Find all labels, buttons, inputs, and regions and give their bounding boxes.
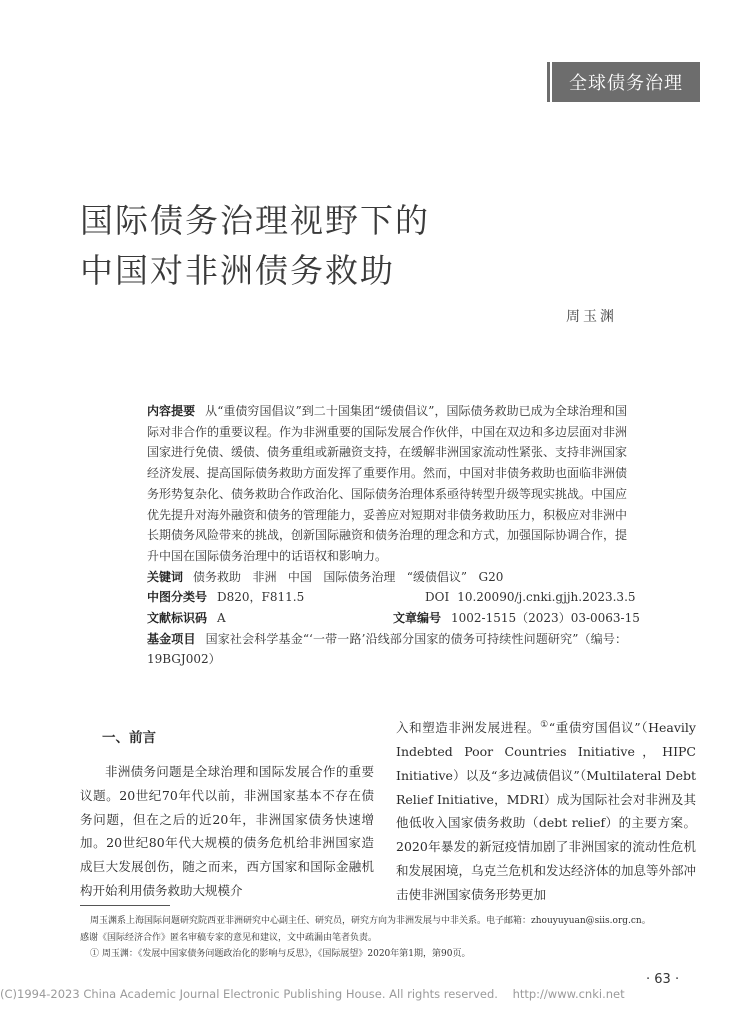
document-code-row [147, 608, 640, 629]
clc-value: D820，F811.5 [217, 590, 305, 605]
title-line-1: 国际债务治理视野下的 [80, 201, 430, 240]
title-line-2: 中国对非洲债务救助 [80, 251, 395, 290]
keywords-row [147, 567, 627, 588]
clc-label: 中图分类号 [147, 590, 208, 605]
footnote-divider [80, 905, 170, 906]
keywords-label: 关键词 [147, 569, 184, 584]
fund-row [147, 629, 627, 670]
abstract-block [147, 401, 640, 670]
fund-label: 基金项目 [147, 631, 196, 646]
doi-value: 10.20090/j.cnki.gjjh.2023.3.5 [457, 590, 636, 605]
body-paragraph-continued [396, 714, 696, 907]
section-tab-label: 全球债务治理 [569, 73, 683, 94]
body-right-column [396, 714, 696, 907]
footnotes [80, 913, 700, 963]
article-title [80, 196, 430, 296]
footnote-marker: ① [540, 720, 549, 730]
doc-code-value: A [217, 611, 226, 625]
acknowledgement: 感谢《国际经济合作》匿名审稿专家的意见和建议，文中疏漏由笔者负责。 [80, 932, 378, 943]
author-note: 周玉渊系上海国际问题研究院西亚非洲研究中心副主任、研究员，研究方向为非洲发展与中非关系。电子邮箱：zhouyuyuan@siis.org.cn。 [90, 916, 651, 926]
section-tab [552, 62, 700, 102]
article-no-label: 文章编号 [393, 611, 442, 625]
body-left-column [80, 726, 374, 903]
fund-value: 国家社会科学基金“‘一带一路’沿线部分国家的债务可持续性问题研究”（编号：19BGJ002） [147, 631, 627, 667]
abstract-text: 从“重债穷国倡议”到二十国集团“缓债倡议”，国际债务救助已成为全球治理和国际对非合作的重要议程。作为非洲重要的国际发展合作伙伴，中国在双边和多边层面对非洲国家进行免债、缓债、债务重组或新融资支持，在缓解非洲国家流动性紧张、支持非洲国家经济发展、提高国际债务救助方面发挥了重要作用。然而，中国对非债务救助也面临非洲债务形势复杂化、债务救助合作政治化、国际债务治理体系亟待转型升级等现实挑战。中国应优先提升对海外融资和债务的管理能力，妥善应对短期对非债务救助压力，积极应对非洲中长期债务风险带来的挑战，创新国际融资和债务治理的理念和方式，加强国际协调合作，提升中国在国际债务治理中的话语权和影响力。 [147, 404, 628, 563]
abstract-label: 内容提要 [147, 404, 196, 418]
doi-label: DOI [425, 590, 450, 605]
doc-code-label: 文献标识码 [147, 611, 208, 625]
section-heading: 一、前言 [102, 730, 156, 746]
footnote-1: ① 周玉渊：《发展中国家债务问题政治化的影响与反思》，《国际展望》2020年第1期，第90页。 [90, 949, 471, 959]
body-paragraph: 非洲债务问题是全球治理和国际发展合作的重要议题。20世纪70年代以前，非洲国家基本不存在债务问题，但在之后的近20年，非洲国家债务快速增加。20世纪80年代大规模的债务危机给非洲国家造成巨大发展创伤，随之而来，西方国家和国际金融机构开始利用债务救助大规模介 [80, 764, 374, 898]
abstract [147, 401, 627, 567]
copyright-watermark: (C)1994-2023 China Academic Journal Electronic Publishing House. All rights reserved. http://www.cnki.net [0, 987, 625, 1001]
paragraph-part-a: 入和塑造非洲发展进程。 [396, 720, 541, 736]
paragraph-part-b: “重债穷国倡议”（Heavily Indebted Poor Countries Initiative，HIPC Initiative）以及“多边减债倡议”（Multilateral Debt Relief Initiative，MDRI）成为国际社会对非洲及其他低收入国家债务救助（debt relief）的主要方案。2020年暴发的新冠疫情加剧了非洲国家的流动性危机和发展困境，乌克兰危机和发达经济体的加息等外部冲击使非洲国家债务形势更加 [396, 720, 697, 902]
classification-row [147, 587, 636, 608]
article-no-value: 1002-1515（2023）03-0063-15 [451, 611, 640, 625]
page-number: · 63 · [646, 972, 680, 987]
author: 周玉渊 [566, 309, 617, 325]
keywords: 债务救助 非洲 中国 国际债务治理 “缓债倡议” G20 [193, 569, 504, 584]
